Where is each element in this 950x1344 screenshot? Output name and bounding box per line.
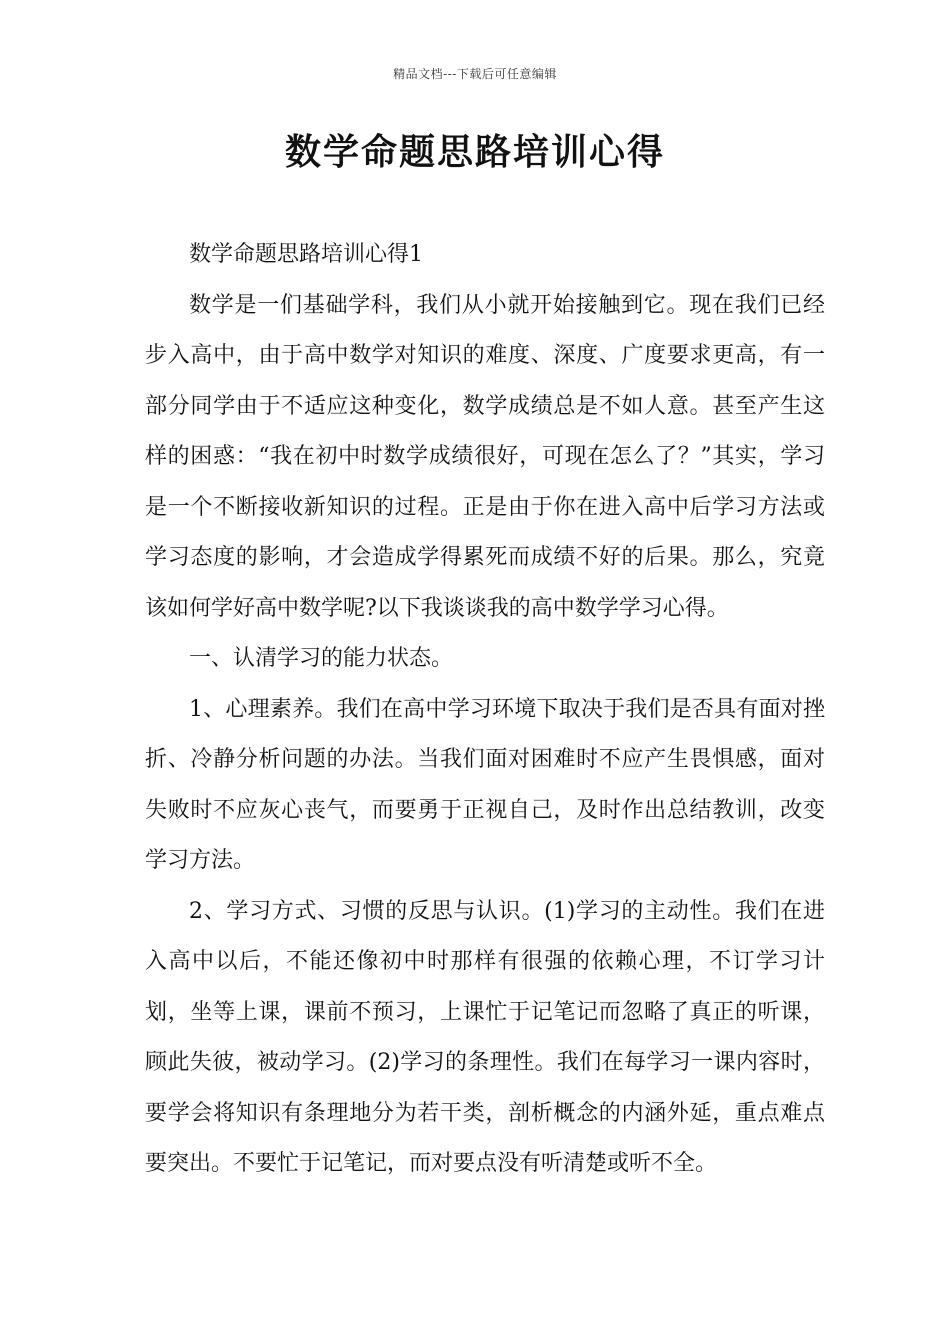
subtitle-paragraph: 数学命题思路培训心得1	[189, 242, 423, 267]
point-2-paragraph: 2、学习方式、习惯的反思与认识。(1)学习的主动性。我们在进入高中以后，不能还像初中时那样有很强的依赖心理，不订学习计划，坐等上课，课前不预习，上课忙于记笔记而忽略了真正的听课，顾此失彼，被动学习。(2)学习的条理性。我们在每学习一课内容时，要学会将知识有条理地分为若干类，剖析概念的内涵外延，重点难点要突出。不要忙于记笔记，而对要点没有听清楚或听不全。	[145, 898, 825, 1176]
point-1-paragraph: 1、心理素养。我们在高中学习环境下取决于我们是否具有面对挫折、冷静分析问题的办法。当我们面对困难时不应产生畏惧感，面对失败时不应灰心丧气，而要勇于正视自己，及时作出总结教训，改变学习方法。	[145, 696, 825, 873]
header-note: 精品文档---下载后可任意编辑	[393, 67, 557, 81]
section-heading: 一、认清学习的能力状态。	[189, 646, 454, 671]
intro-paragraph: 数学是一们基础学科，我们从小就开始接触到它。现在我们已经步入高中，由于高中数学对知识的难度、深度、广度要求更高，有一部分同学由于不适应这种变化，数学成绩总是不如人意。甚至产生这样的困惑：“我在初中时数学成绩很好，可现在怎么了？”其实，学习是一个不断接收新知识的过程。正是由于你在进入高中后学习方法或学习态度的影响，才会造成学得累死而成绩不好的后果。那么，究竟该如何学好高中数学呢?以下我谈谈我的高中数学学习心得。	[145, 292, 825, 621]
document-title: 数学命题思路培训心得	[284, 131, 665, 173]
document-body	[145, 230, 825, 1190]
